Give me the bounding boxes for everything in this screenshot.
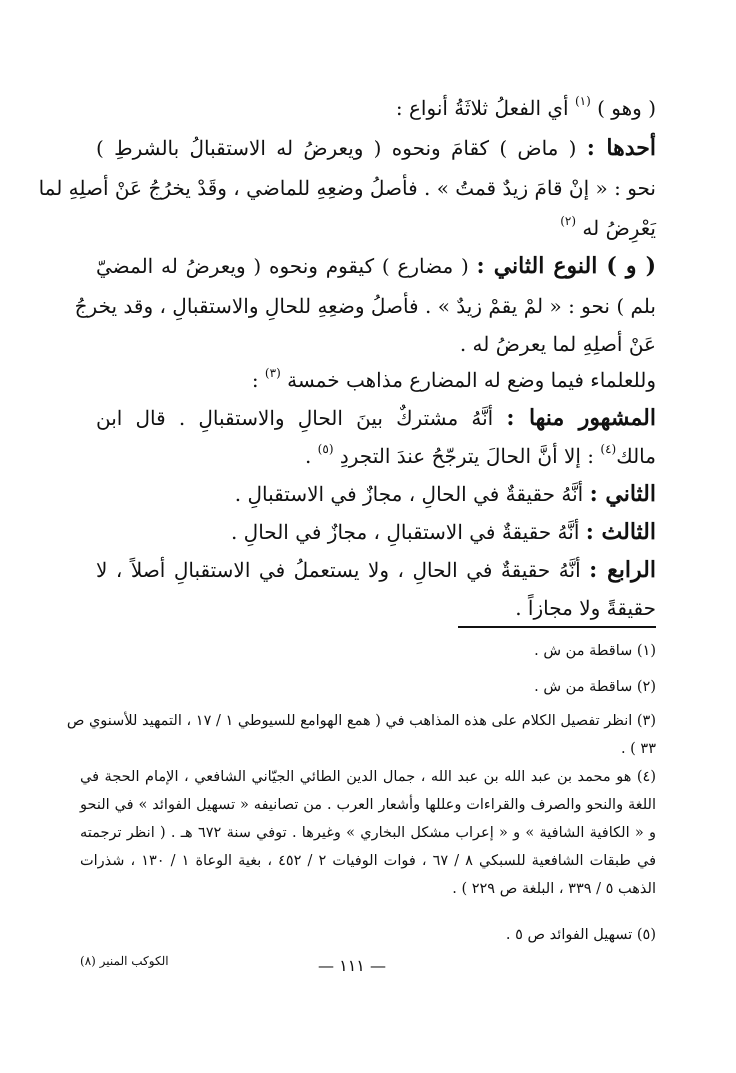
footnote-4-line-3: و « الكافية الشافية » و « إعراب مشكل البخاري » وغيرها . توفي سنة ٦٧٢ هـ . ( انظر ترجمته: [80, 825, 656, 841]
footnote-4-line-4: في طبقات الشافعية للسبكي ٨ / ٦٧ ، فوات الوفيات ٢ / ٤٥٢ ، بغية الوعاة ١ / ١٣٠ ، شذرات: [80, 853, 657, 869]
section-heading: المشهور منها :: [506, 405, 656, 431]
text-line-2: أحدها : ( ماض ) كقامَ ونحوه ( ويعرضُ له الاستقبالُ بالشرطِ ): [96, 135, 656, 161]
section-heading: الرابع :: [589, 557, 656, 583]
text-line-8: وللعلماء فيما وضع له المضارع مذاهب خمسة $^{(٣)}$ :: [251, 366, 656, 392]
footnote-5: (٥) تسهيل الفوائد ص ٥ .: [505, 927, 656, 943]
text-line-5: ( و ) النوع الثاني : ( مضارع ) كيقوم ونحوه ( ويعرضُ له المضيّ: [96, 253, 656, 279]
text-line-4: يَعْرِضُ له $^{(٢)}$: [560, 214, 656, 240]
section-heading: أحدها :: [586, 135, 656, 161]
text-line-13: الرابع : أنَّهُ حقيقةٌ في الحالِ ، ولا يستعملُ في الاستقبالِ أصلاً ، لا: [96, 557, 656, 583]
signature-mark: الكوكب المنير (٨): [80, 954, 169, 968]
text-line-7: عَنْ أصلِهِ لما يعرضُ له .: [459, 332, 656, 356]
text-line-11: الثاني : أنَّهُ حقيقةٌ في الحالِ ، مجازٌ في الاستقبالِ .: [234, 481, 656, 507]
section-heading: ( و ) النوع الثاني :: [476, 253, 656, 279]
footnote-ref-5: (٥): [317, 442, 334, 456]
section-heading: الثالث :: [585, 519, 656, 545]
footnote-ref-3: (٣): [264, 366, 281, 380]
footnote-2: (٢) ساقطة من ش .: [534, 679, 656, 695]
footnote-4-line-5: الذهب ٥ / ٣٣٩ ، البلغة ص ٢٢٩ ) .: [452, 881, 656, 897]
footnote-ref-2: (٢): [560, 214, 577, 228]
footnote-4-line-2: اللغة والنحو والصرف والقراءات وعللها وأشعار العرب . من تصانيفه « تسهيل الفوائد » في النحو: [80, 797, 656, 813]
footnote-3-line-2: ٣٣ ) .: [620, 741, 656, 757]
footnote-3-line-1: (٣) انظر تفصيل الكلام على هذه المذاهب في ( همع الهوامع للسيوطي ١ / ١٧ ، التمهيد للأسنوي ص: [66, 713, 656, 729]
footnote-ref-4: (٤): [600, 442, 617, 456]
text-line-9: المشهور منها : أنَّهُ مشتركٌ بينَ الحالِ والاستقبالِ . قال ابن: [96, 405, 656, 431]
text-line-12: الثالث : أنَّهُ حقيقةٌ في الاستقبالِ ، مجازٌ في الحالِ .: [230, 519, 656, 545]
text-line-14: حقيقةً ولا مجازاً .: [515, 596, 656, 620]
text-line-6: بلم ) نحو : « لمْ يقمْ زيدٌ » . فأصلُ وضعِهِ للحالِ والاستقبالِ ، وقد يخرجُ: [74, 294, 656, 318]
text-line-1: ( وهو ) $^{(١)}$ أي الفعلُ ثلاثَةُ أنواع :: [395, 94, 656, 120]
text-line-3: نحو : « إنْ قامَ زيدٌ قمتُ » . فأصلُ وضعِهِ للماضي ، وقَدْ يخرُجُ عَنْ أصلِهِ لما: [38, 176, 656, 200]
section-heading: الثاني :: [589, 481, 656, 507]
page-number: — ١١١ —: [318, 956, 386, 975]
footnote-4-line-1: (٤) هو محمد بن عبد الله بن عبد الله ، جمال الدين الطائي الجيّاني الشافعي ، الإمام الحجة في: [80, 769, 656, 785]
footnote-ref-1: (١): [574, 94, 591, 108]
footnote-1: (١) ساقطة من ش .: [534, 643, 656, 659]
text-line-10: مالك$^{(٤)}$ : إلا أنَّ الحالَ يترجّحُ عندَ التجردِ $^{(٥)}$ .: [304, 442, 656, 468]
footnote-divider: [458, 626, 656, 628]
